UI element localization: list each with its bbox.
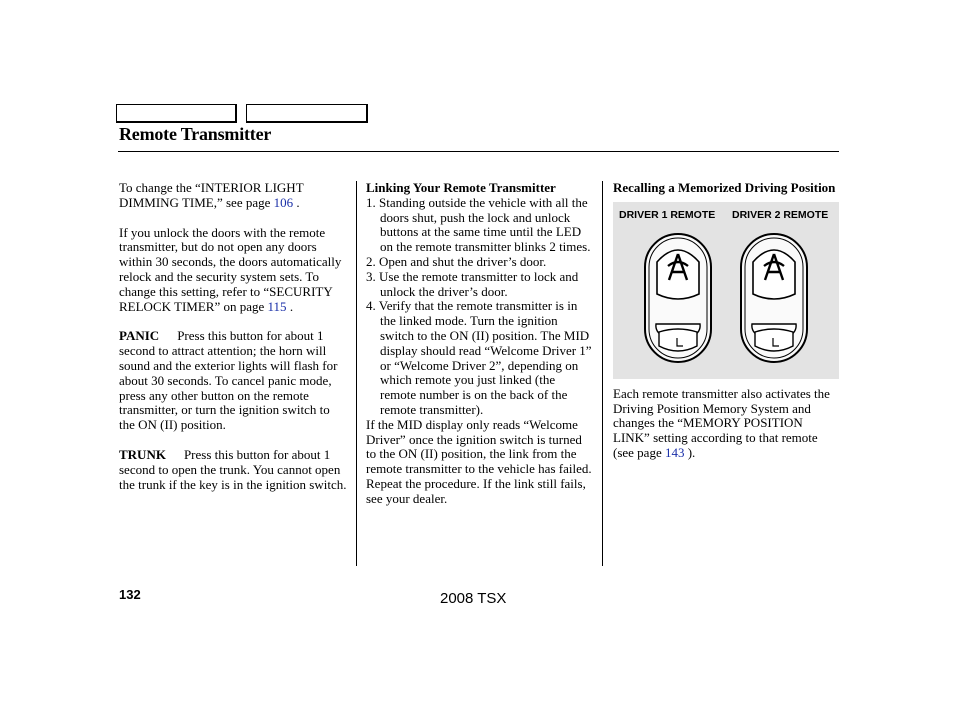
panic-label: PANIC (119, 328, 160, 344)
interior-light-text: To change the “INTERIOR LIGHT DIMMING TIME,” see page (119, 180, 304, 210)
trunk-text: Press this button for about 1 second to open the trunk. You cannot open the trunk if the key is in the ignition switch. (119, 446, 347, 492)
header-tab-box-1 (116, 104, 237, 123)
relock-text: If you unlock the doors with the remote transmitter, but do not open any doors within 30 seconds, the doors automatically relock and the security system sets. To change this setting, refer to “SECURITY RELOCK TIMER” on page (119, 224, 342, 314)
header-tab-box-2 (246, 104, 368, 123)
footer-model: 2008 TSX (440, 590, 507, 607)
driver-2-remote-label: DRIVER 2 REMOTE (732, 208, 829, 221)
memory-end: ). (684, 444, 696, 460)
page-number: 132 (119, 587, 141, 602)
driver-1-remote-icon (643, 232, 713, 364)
linking-closing: If the MID display only reads “Welcome Driver” once the ignition switch is turned to the ON (II) position, the link from the remote transmitter to the vehicle has failed. Repeat the procedure. If the link still fails, see your dealer. (366, 416, 592, 506)
panic-text: Press this button for about 1 second to attract attention; the horn will sound and the exterior lights will flash for about 30 seconds. To cancel panic mode, press any other button on the remote transmitter, or turn the ignition switch to the ON (II) position. (119, 328, 338, 433)
linking-heading: Linking Your Remote Transmitter (366, 180, 556, 195)
page-title: Remote Transmitter (119, 124, 272, 144)
linking-step: 2. Open and shut the driver’s door. (366, 253, 547, 269)
linking-step: 4. Verify that the remote transmitter is in the linked mode. Turn the ignition switch to the ON (II) position. The MID display should read “Welcome Driver 1” or “Welcome Driver 2”, depending on which remote you just linked (the remote number is on the back of the remote transmitter). (366, 298, 592, 417)
interior-light-paragraph (119, 181, 347, 211)
trunk-label: TRUNK (119, 446, 166, 462)
linking-steps (366, 196, 594, 418)
memory-text: Each remote transmitter also activates the Driving Position Memory System and changes the “MEMORY POSITION LINK” setting according to that remote (see page (613, 385, 830, 460)
memory-paragraph (613, 387, 841, 461)
interior-light-end: . (293, 194, 300, 210)
column-left (119, 181, 347, 507)
column-right (613, 181, 841, 461)
relock-paragraph (119, 226, 347, 315)
page-143-link[interactable]: 143 (664, 444, 685, 460)
panic-paragraph (119, 329, 347, 433)
linking-step: 1. Standing outside the vehicle with all the doors shut, push the lock and unlock buttons at the same time until the LED on the remote transmitter blinks 2 times. (366, 194, 591, 255)
page-115-link[interactable]: 115 (267, 298, 287, 314)
driver-2-remote-icon (739, 232, 809, 364)
column-divider-2 (602, 181, 603, 566)
relock-end: . (286, 298, 294, 314)
column-divider-1 (356, 181, 357, 566)
recall-heading: Recalling a Memorized Driving Position (613, 180, 836, 195)
remote-illustration (613, 202, 839, 379)
page-106-link[interactable]: 106 (273, 194, 294, 210)
linking-step: 3. Use the remote transmitter to lock and unlock the driver’s door. (366, 268, 579, 299)
trunk-paragraph (119, 448, 347, 492)
title-rule (118, 151, 839, 152)
column-middle (366, 181, 594, 507)
driver-1-remote-label: DRIVER 1 REMOTE (619, 208, 716, 221)
